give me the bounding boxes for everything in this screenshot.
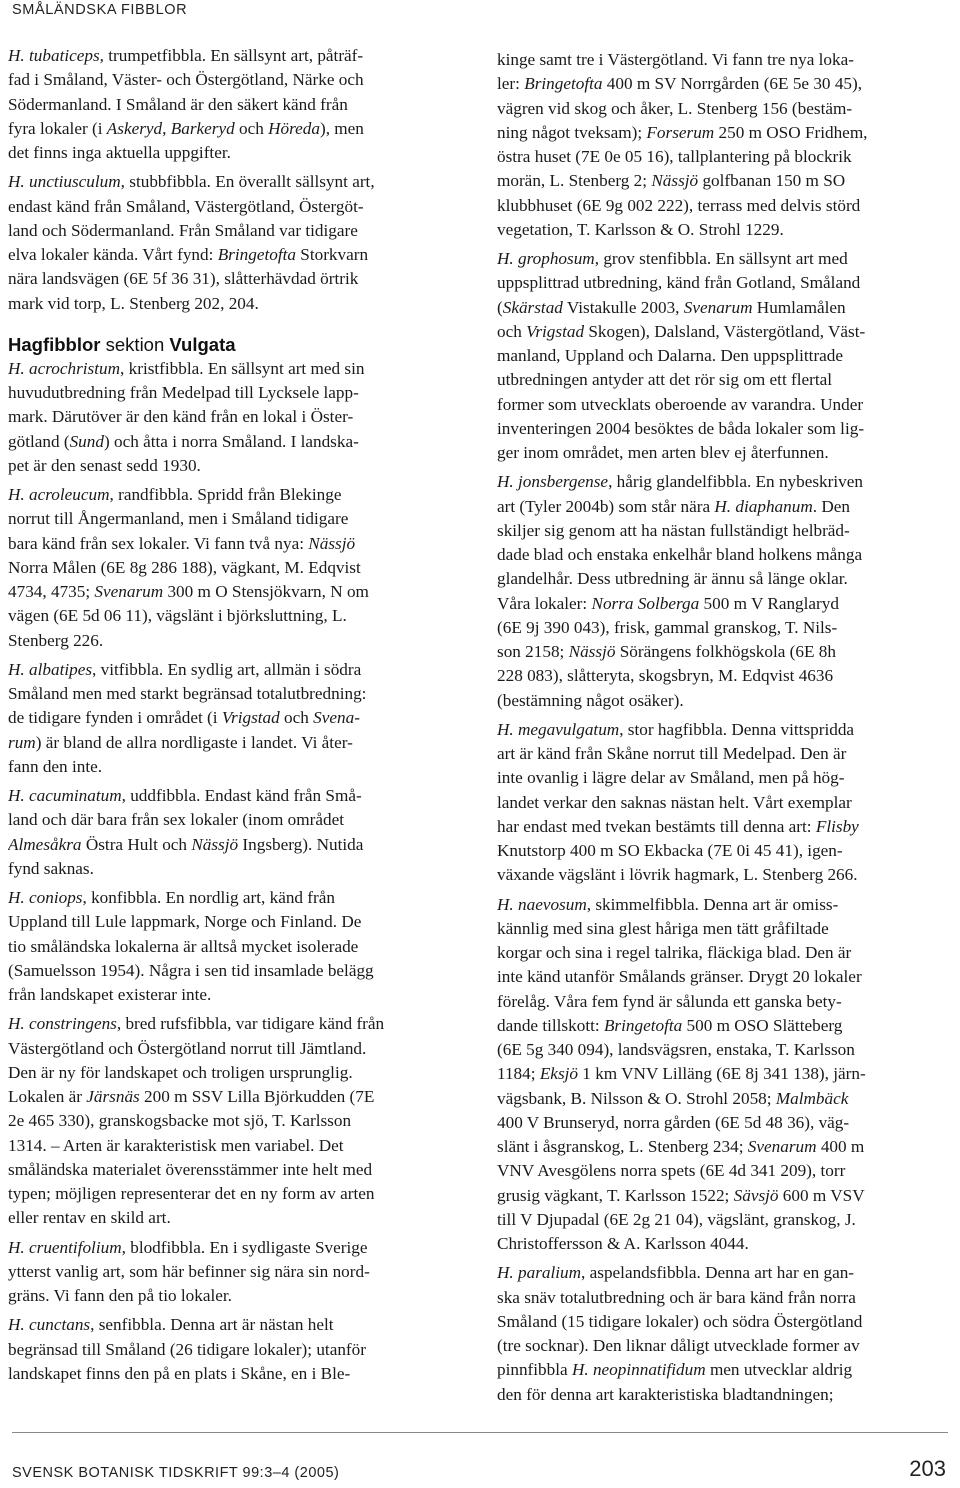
text-line: de tidigare fynden i området (i Vrigstad och Svena-: [8, 708, 360, 728]
text-line: Knutstorp 400 m SO Ekbacka (7E 0i 45 41), igen-: [497, 841, 843, 860]
text-line: östra huset (7E 0e 05 16), tallplantering på blockrik: [497, 147, 852, 166]
footer-rule: [12, 1432, 948, 1433]
text-line: H. acroleucum, randfibbla. Spridd från Blekinge: [8, 485, 342, 504]
text-line: H. cunctans, senfibbla. Denna art är nästan helt: [8, 1315, 334, 1335]
paragraph: [497, 48, 959, 242]
text-line: (6E 9j 390 043), frisk, gammal granskog, T. Nils-: [497, 617, 838, 637]
paragraph: [497, 1261, 959, 1407]
text-line: glandelhår. Dess utbredning är ännu så länge oklar.: [497, 569, 848, 589]
text-line: endast känd från Småland, Västergötland, Östergöt-: [8, 196, 364, 216]
text-line: son 2158; Nässjö Sörängens folkhögskola (6E 8h: [497, 642, 836, 661]
text-line: Södermanland. I Småland är den säkert känd från: [8, 94, 348, 114]
right-body: [497, 48, 959, 1407]
paragraph: [497, 718, 959, 888]
text-line: 2e 465 330), granskogsbacke mot sjö, T. Karlsson: [8, 1111, 352, 1131]
text-line: 4734, 4735; Svenarum 300 m O Stensjökvarn, N om: [8, 582, 369, 601]
paragraph: [8, 1236, 466, 1309]
text-line: Almesåkra Östra Hult och Nässjö Ingsberg). Nutida: [8, 834, 364, 854]
text-line: manland, Uppland och Dalarna. Den uppsplittrade: [497, 346, 844, 365]
text-line: H. cacuminatum, uddfibbla. Endast känd från Små-: [8, 786, 362, 805]
text-line: skiljer sig genom att ha nästan fullständigt helbräd-: [497, 520, 850, 540]
text-line: 1184; Eksjö 1 km VNV Lilläng (6E 8j 341 138), järn-: [497, 1064, 866, 1084]
text-line: (6E 5g 340 094), landsvägsren, enstaka, T. Karlsson: [497, 1040, 855, 1059]
text-line: land och där bara från sex lokaler (inom området: [8, 810, 344, 830]
text-line: slänt i åsgranskog, L. Stenberg 234; Svenarum 400 m: [497, 1137, 865, 1156]
text-line: vägren vid skog och åker, L. Stenberg 156 (bestäm-: [497, 98, 853, 118]
text-line: Västergötland och Östergötland norrut till Jämtland.: [8, 1038, 367, 1058]
text-line: Norra Målen (6E 8g 286 188), vägkant, M. Edqvist: [8, 557, 361, 577]
text-line: art (Tyler 2004b) som står nära H. diaphanum. Den: [497, 496, 850, 516]
text-line: småländska materialet överensstämmer inte helt med: [8, 1159, 373, 1179]
text-line: (tre socknar). Den liknar dåligt utvecklade former av: [497, 1336, 860, 1355]
text-line: inte ovanlig i lägre delar av Småland, men på hög-: [497, 768, 845, 788]
text-line: norrut till Ångermanland, men i Småland tidigare: [8, 509, 349, 529]
text-line: rum) är bland de allra nordligaste i landet. Vi åter-: [8, 732, 353, 752]
text-line: ska snäv totalutbredning och är bara känd från norra: [497, 1287, 856, 1307]
page-number: 203: [909, 1456, 946, 1481]
text-line: den för denna art karakteristiska bladtandningen;: [497, 1384, 834, 1404]
section-heading-bold-start: Hagfibblor: [8, 333, 101, 355]
text-line: former som utvecklats oberoende av varandra. Under: [497, 394, 864, 414]
text-line: fann den inte.: [8, 756, 103, 776]
journal-citation: SVENSK BOTANISK TIDSKRIFT 99:3–4 (2005): [12, 1465, 340, 1481]
section-heading: [8, 333, 466, 357]
text-line: begränsad till Småland (26 tidigare lokaler); utanför: [8, 1339, 366, 1359]
text-line: kinge samt tre i Västergötland. Vi fann tre nya loka-: [497, 50, 854, 69]
text-line: eller rentav en skild art.: [8, 1208, 171, 1228]
text-line: till V Djupadal (6E 2g 21 04), vägslänt, granskog, J.: [497, 1209, 856, 1229]
text-line: (Skärstad Vistakulle 2003, Svenarum Humlamålen: [497, 297, 846, 317]
text-line: och Vrigstad Skogen), Dalsland, Västergötland, Väst-: [497, 321, 866, 341]
paragraph: [8, 784, 466, 881]
text-line: H. constringens, bred rufsfibbla, var tidigare känd från: [8, 1014, 385, 1034]
text-line: H. coniops, konfibbla. En nordlig art, känd från: [8, 888, 335, 907]
paragraph: [8, 44, 466, 165]
text-line: H. unctiusculum, stubbfibbla. En överallt sällsynt art,: [8, 172, 375, 192]
text-line: Uppland till Lule lappmark, Norge och Finland. De: [8, 912, 362, 932]
text-line: fad i Småland, Väster- och Östergötland, Närke och: [8, 70, 364, 90]
text-line: H. cruentifolium, blodfibbla. En i sydligaste Sverige: [8, 1237, 368, 1257]
text-line: ler: Bringetofta 400 m SV Norrgården (6E 5e 30 45),: [497, 74, 863, 94]
text-line: götland (Sund) och åtta i norra Småland. I landska-: [8, 431, 359, 451]
text-line: landet verkar den saknas nästan helt. Vårt exemplar: [497, 792, 852, 812]
text-line: uppsplittrad utbredning, känd från Gotland, Småland: [497, 273, 861, 293]
left-intro: [8, 44, 466, 316]
text-line: fyra lokaler (i Askeryd, Barkeryd och Höreda), men: [8, 118, 364, 138]
right-column: [497, 48, 959, 1412]
text-line: Småland (15 tidigare lokaler) och södra Östergötland: [497, 1311, 863, 1331]
paragraph: [8, 1313, 466, 1386]
paragraph: [8, 1012, 466, 1230]
text-line: elva lokaler kända. Vårt fynd: Bringetofta Storkvarn: [8, 245, 369, 264]
paragraph: [8, 357, 466, 478]
text-line: mark vid torp, L. Stenberg 202, 204.: [8, 293, 259, 313]
text-line: utbredningen antyder att det rör sig om ett flertal: [497, 370, 833, 390]
text-line: Småland men med starkt begränsad totalutbredning:: [8, 684, 367, 703]
left-body: [8, 357, 466, 1386]
paragraph: [8, 170, 466, 316]
paragraph: [497, 893, 959, 1257]
text-line: grusig vägkant, T. Karlsson 1522; Sävsjö 600 m VSV: [497, 1185, 865, 1205]
text-line: 1314. – Arten är karakteristisk men variabel. Det: [8, 1135, 344, 1155]
text-line: vägsbank, B. Nilsson & O. Strohl 2058; Malmbäck: [497, 1088, 849, 1108]
text-line: pet är den senast sedd 1930.: [8, 455, 201, 475]
text-line: nära landsvägen (6E 5f 36 31), slåtterhävdad örtrik: [8, 269, 359, 289]
text-line: ger inom området, men arten blev ej återfunnen.: [497, 443, 829, 462]
text-line: har endast med tvekan bestämts till denna art: Flisby: [497, 816, 859, 836]
text-line: mark. Därutöver är den känd från en lokal i Öster-: [8, 407, 354, 427]
text-line: tio småländska lokalerna är alltså mycket isolerade: [8, 936, 359, 956]
text-line: Den är ny för landskapet och troligen ursprunglig.: [8, 1062, 353, 1082]
paragraph: [8, 483, 466, 653]
text-line: korgar och sina i regel talrika, fläckiga blad. Den är: [497, 943, 852, 962]
text-line: art är känd från Skåne norrut till Medelpad. Den är: [497, 744, 847, 763]
text-line: H. grophosum, grov stenfibbla. En sällsynt art med: [497, 249, 848, 268]
text-line: Våra lokaler: Norra Solberga 500 m V Ranglaryd: [497, 593, 839, 613]
text-line: H. megavulgatum, stor hagfibbla. Denna vittspridda: [497, 719, 855, 739]
text-line: från landskapet existerar inte.: [8, 985, 212, 1004]
section-heading-bold-end: Vulgata: [169, 333, 236, 355]
text-line: typen; möjligen representerar det en ny form av arten: [8, 1184, 375, 1203]
text-line: pinnfibbla H. neopinnatifidum men utvecklar aldrig: [497, 1360, 853, 1380]
section-heading-regular: sektion: [100, 333, 170, 355]
text-line: (bestämning något osäker).: [497, 690, 684, 710]
text-line: Lokalen är Järsnäs 200 m SSV Lilla Björkudden (7E: [8, 1087, 375, 1106]
text-line: H. tubaticeps, trumpetfibbla. En sällsynt art, påträf-: [8, 46, 364, 65]
text-line: 400 V Brunseryd, norra gården (6E 5d 48 36), väg-: [497, 1112, 850, 1132]
left-column: [8, 44, 466, 1391]
text-line: H. naevosum, skimmelfibbla. Denna art är omiss-: [497, 894, 839, 914]
text-line: förelåg. Våra fem fynd är sålunda ett ganska bety-: [497, 991, 842, 1011]
text-line: H. paralium, aspelandsfibbla. Denna art har en gan-: [497, 1263, 855, 1283]
text-line: morän, L. Stenberg 2; Nässjö golfbanan 150 m SO: [497, 171, 846, 191]
paragraph: [8, 886, 466, 1007]
text-line: Christoffersson & A. Karlsson 4044.: [497, 1234, 749, 1253]
text-line: vägen (6E 5d 06 11), vägslänt i björksluttning, L.: [8, 606, 347, 626]
paragraph: [8, 658, 466, 779]
text-line: växande vägslänt i lövrik hagmark, L. Stenberg 266.: [497, 865, 858, 885]
text-line: ytterst vanlig art, som här befinner sig nära sin nord-: [8, 1261, 370, 1281]
text-line: ning något tveksam); Forserum 250 m OSO Fridhem,: [497, 122, 868, 142]
text-line: dade blad och enstaka enkelhår bland holkens många: [497, 545, 863, 564]
text-line: landskapet finns den på en plats i Skåne, en i Ble-: [8, 1363, 351, 1383]
text-line: kännlig med sina glest håriga men tätt gråfiltade: [497, 918, 829, 938]
text-line: gräns. Vi fann den på tio lokaler.: [8, 1286, 232, 1305]
text-line: inte känd utanför Smålands gränser. Drygt 20 lokaler: [497, 967, 862, 987]
text-line: H. jonsbergense, hårig glandelfibbla. En nybeskriven: [497, 472, 863, 492]
text-line: huvudutbredning från Medelpad till Lycksele lapp-: [8, 383, 359, 402]
text-line: bara känd från sex lokaler. Vi fann två nya: Nässjö: [8, 533, 356, 553]
text-line: klubbhuset (6E 9g 002 222), terrass med delvis störd: [497, 195, 861, 215]
text-line: vegetation, T. Karlsson & O. Strohl 1229.: [497, 219, 784, 239]
text-line: det finns inga aktuella uppgifter.: [8, 143, 231, 162]
text-line: dande tillskott: Bringetofta 500 m OSO Slätteberg: [497, 1015, 843, 1035]
text-line: H. albatipes, vitfibbla. En sydlig art, allmän i södra: [8, 659, 362, 679]
text-line: Stenberg 226.: [8, 630, 104, 650]
text-line: H. acrochristum, kristfibbla. En sällsynt art med sin: [8, 358, 365, 378]
text-line: inventeringen 2004 besöktes de båda lokaler som lig-: [497, 418, 865, 438]
text-line: fynd saknas.: [8, 858, 94, 878]
text-line: 228 083), slåtteryta, skogsbryn, M. Edqvist 4636: [497, 666, 834, 686]
text-line: land och Södermanland. Från Småland var tidigare: [8, 220, 358, 240]
text-line: VNV Avesgölens norra spets (6E 4d 341 209), torr: [497, 1161, 846, 1181]
text-line: (Samuelsson 1954). Några i sen tid insamlade belägg: [8, 960, 374, 980]
paragraph: [497, 470, 959, 713]
paragraph: [497, 247, 959, 465]
running-head: SMÅLÄNDSKA FIBBLOR: [12, 2, 188, 18]
